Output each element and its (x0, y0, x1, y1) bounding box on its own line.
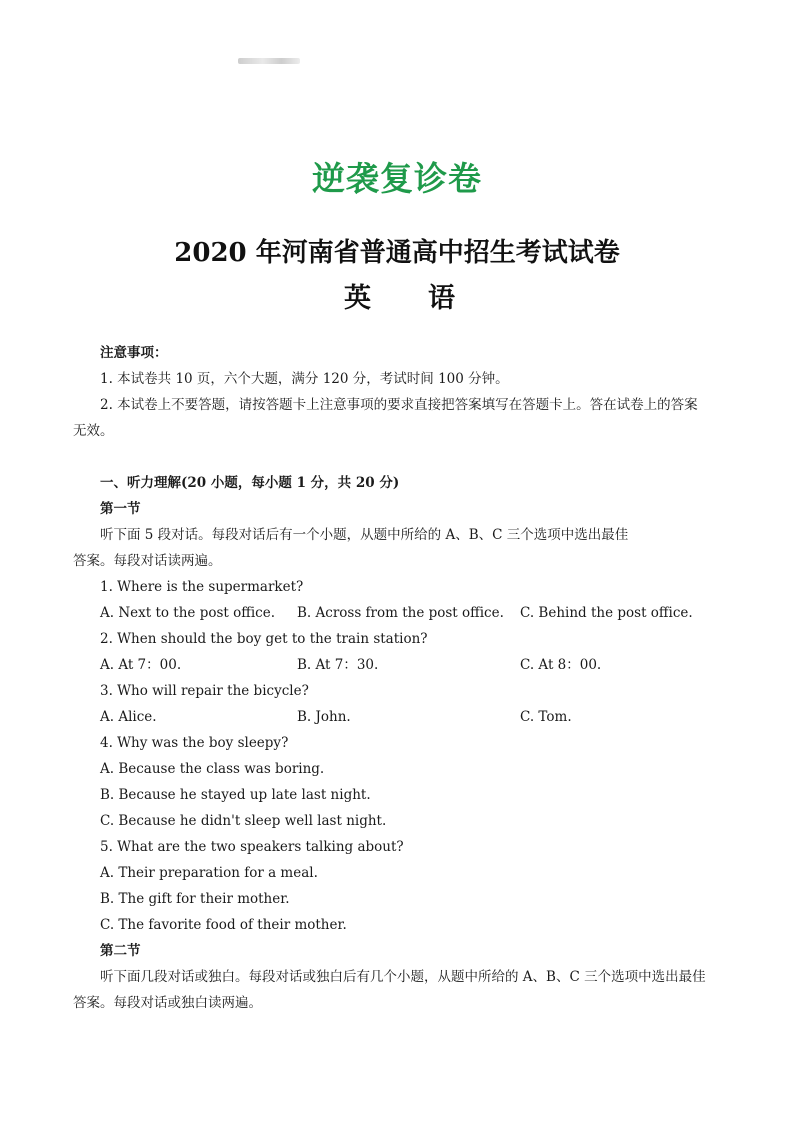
section1-instruction: 答案。每段对话读两遍。 (73, 553, 222, 569)
section2-instruction: 听下面几段对话或独白。每段对话或独白后有几个小题，从题中所给的 A、B、C 三个选项中选出最佳 (100, 969, 706, 985)
subject-char-2: 语 (428, 283, 455, 314)
question-option: B. At 7：30. (297, 657, 379, 673)
question-option: A. Alice. (100, 709, 157, 725)
section2-heading: 第二节 (100, 943, 141, 959)
exam-title: 2020 年河南省普通高中招生考试试卷 (174, 238, 620, 268)
question-option: C. Because he didn't sleep well last night. (100, 813, 387, 829)
question-option: A. Because the class was boring. (100, 761, 325, 777)
question-option: C. Behind the post office. (520, 605, 693, 621)
question-option: C. The favorite food of their mother. (100, 917, 347, 933)
notes-item: 2. 本试卷上不要答题，请按答题卡上注意事项的要求直接把答案填写在答题卡上。答在试卷上的答案 (100, 397, 698, 413)
header-brand-title: 逆袭复诊卷 (312, 159, 482, 198)
notes-item: 1. 本试卷共 10 页，六个大题，满分 120 分，考试时间 100 分钟。 (100, 371, 509, 387)
part1-heading: 一、听力理解(20 小题，每小题 1 分，共 20 分) (100, 475, 400, 491)
question-option: A. Next to the post office. (100, 605, 275, 621)
question-stem: 4. Why was the boy sleepy? (100, 735, 289, 751)
question-stem: 1. Where is the supermarket? (100, 579, 304, 595)
question-option: B. John. (297, 709, 351, 725)
question-option: C. Tom. (520, 709, 572, 725)
question-option: A. Their preparation for a meal. (100, 865, 318, 881)
question-option: B. Because he stayed up late last night. (100, 787, 371, 803)
question-stem: 3. Who will repair the bicycle? (100, 683, 309, 699)
question-stem: 2. When should the boy get to the train station? (100, 631, 428, 647)
section1-instruction: 听下面 5 段对话。每段对话后有一个小题，从题中所给的 A、B、C 三个选项中选出最佳 (100, 527, 629, 543)
subject-char-1: 英 (344, 283, 371, 314)
question-option: B. The gift for their mother. (100, 891, 290, 907)
question-stem: 5. What are the two speakers talking about? (100, 839, 404, 855)
section1-heading: 第一节 (100, 501, 141, 517)
section2-instruction: 答案。每段对话或独白读两遍。 (73, 995, 262, 1011)
notes-item: 无效。 (73, 423, 114, 439)
question-option: B. Across from the post office. (297, 605, 504, 621)
question-option: C. At 8：00. (520, 657, 602, 673)
header-smudge (238, 58, 300, 64)
notes-heading: 注意事项： (100, 345, 168, 361)
question-option: A. At 7：00. (100, 657, 182, 673)
